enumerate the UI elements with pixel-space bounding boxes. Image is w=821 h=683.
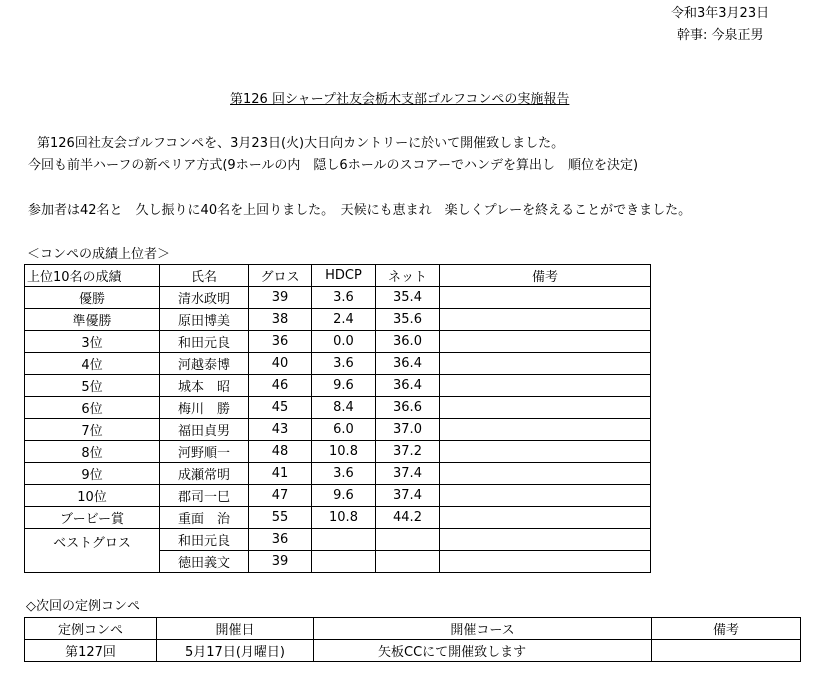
next-event-number: 第127回 xyxy=(25,640,157,662)
result-net-cell: 35.6 xyxy=(376,309,440,331)
best-gross-score: 36 xyxy=(249,529,312,551)
header-net: ネット xyxy=(376,265,440,287)
best-gross-score: 39 xyxy=(249,551,312,573)
result-net-cell: 36.6 xyxy=(376,397,440,419)
result-rank-cell: 4位 xyxy=(25,353,160,375)
result-gross-cell: 43 xyxy=(249,419,312,441)
method-paragraph: 今回も前半ハーフの新ペリア方式(9ホールの内 隠し6ホールのスコアーでハンデを算出し 順位を決定) xyxy=(28,158,639,173)
result-row xyxy=(25,353,651,375)
result-rank-cell: 7位 xyxy=(25,419,160,441)
header-gross: グロス xyxy=(249,265,312,287)
result-hdcp-cell: 9.6 xyxy=(312,485,376,507)
header-event: 定例コンペ xyxy=(25,618,157,640)
result-gross-cell: 40 xyxy=(249,353,312,375)
result-name-cell: 河越泰博 xyxy=(160,353,249,375)
result-row xyxy=(25,463,651,485)
next-event-row xyxy=(25,640,801,662)
result-hdcp-cell: 3.6 xyxy=(312,287,376,309)
result-gross-cell: 41 xyxy=(249,463,312,485)
header-course: 開催コース xyxy=(314,618,652,640)
result-hdcp-cell: 3.6 xyxy=(312,463,376,485)
result-name-cell: 重面 治 xyxy=(160,507,249,529)
result-gross-cell: 55 xyxy=(249,507,312,529)
results-section-title: ＜コンペの成績上位者＞ xyxy=(27,247,171,262)
header-name: 氏名 xyxy=(160,265,249,287)
result-row xyxy=(25,309,651,331)
result-note-cell xyxy=(440,485,651,507)
result-hdcp-cell: 10.8 xyxy=(312,507,376,529)
result-net-cell: 37.4 xyxy=(376,485,440,507)
result-hdcp-cell: 0.0 xyxy=(312,331,376,353)
result-rank-cell: 優勝 xyxy=(25,287,160,309)
header-date: 開催日 xyxy=(157,618,314,640)
result-row xyxy=(25,375,651,397)
result-rank-cell: 3位 xyxy=(25,331,160,353)
next-section-title: ◇次回の定例コンペ xyxy=(26,599,140,614)
result-name-cell: 河野順一 xyxy=(160,441,249,463)
result-net-cell: 37.2 xyxy=(376,441,440,463)
header-hdcp: HDCP xyxy=(312,265,376,287)
best-gross-name: 徳田義文 xyxy=(160,551,249,573)
best-gross-net-cell xyxy=(376,529,440,551)
result-rank-cell: 8位 xyxy=(25,441,160,463)
header-note: 備考 xyxy=(440,265,651,287)
result-gross-cell: 39 xyxy=(249,287,312,309)
result-name-cell: 清水政明 xyxy=(160,287,249,309)
result-gross-cell: 46 xyxy=(249,375,312,397)
best-gross-note-cell xyxy=(440,529,651,551)
result-rank-cell: 6位 xyxy=(25,397,160,419)
result-name-cell: 郡司一巳 xyxy=(160,485,249,507)
result-gross-cell: 36 xyxy=(249,331,312,353)
results-header-row xyxy=(25,265,651,287)
result-name-cell: 成瀬常明 xyxy=(160,463,249,485)
organizer-name: 幹事: 今泉正男 xyxy=(677,28,764,43)
best-gross-row xyxy=(25,529,651,551)
participants-paragraph: 参加者は42名と 久し振りに40名を上回りました。 天候にも恵まれ 楽しくプレーを終えることができました。 xyxy=(28,203,692,218)
intro-paragraph: 第126回社友会ゴルフコンペを、3月23日(火)大日向カントリーに於いて開催致しました。 xyxy=(37,136,565,151)
result-rank-cell: 10位 xyxy=(25,485,160,507)
result-row xyxy=(25,441,651,463)
report-title: 第126 回シャープ社友会栃木支部ゴルフコンペの実施報告 xyxy=(230,92,570,107)
result-note-cell xyxy=(440,419,651,441)
result-note-cell xyxy=(440,397,651,419)
result-name-cell: 和田元良 xyxy=(160,331,249,353)
best-gross-hdcp-cell xyxy=(312,529,376,551)
result-name-cell: 福田貞男 xyxy=(160,419,249,441)
result-rank-cell: 9位 xyxy=(25,463,160,485)
result-note-cell xyxy=(440,463,651,485)
result-hdcp-cell: 3.6 xyxy=(312,353,376,375)
results-table xyxy=(24,264,651,573)
result-note-cell xyxy=(440,375,651,397)
result-net-cell: 44.2 xyxy=(376,507,440,529)
result-hdcp-cell: 6.0 xyxy=(312,419,376,441)
result-gross-cell: 38 xyxy=(249,309,312,331)
result-net-cell: 36.0 xyxy=(376,331,440,353)
result-hdcp-cell: 10.8 xyxy=(312,441,376,463)
next-event-course: 矢板CCにて開催致します xyxy=(314,640,652,662)
best-gross-net-cell xyxy=(376,551,440,573)
result-hdcp-cell: 9.6 xyxy=(312,375,376,397)
result-rank-cell: ブービー賞 xyxy=(25,507,160,529)
result-rank-cell: 5位 xyxy=(25,375,160,397)
result-hdcp-cell: 8.4 xyxy=(312,397,376,419)
result-gross-cell: 45 xyxy=(249,397,312,419)
result-gross-cell: 48 xyxy=(249,441,312,463)
result-name-cell: 原田博美 xyxy=(160,309,249,331)
header-rank: 上位10名の成績 xyxy=(25,265,160,287)
best-gross-name: 和田元良 xyxy=(160,529,249,551)
result-gross-cell: 47 xyxy=(249,485,312,507)
result-note-cell xyxy=(440,331,651,353)
result-row xyxy=(25,419,651,441)
next-event-note xyxy=(652,640,801,662)
report-date: 令和3年3月23日 xyxy=(671,6,770,21)
result-row xyxy=(25,397,651,419)
result-name-cell: 梅川 勝 xyxy=(160,397,249,419)
result-net-cell: 37.4 xyxy=(376,463,440,485)
result-hdcp-cell: 2.4 xyxy=(312,309,376,331)
next-event-date: 5月17日(月曜日) xyxy=(157,640,314,662)
header-note: 備考 xyxy=(652,618,801,640)
result-note-cell xyxy=(440,353,651,375)
result-note-cell xyxy=(440,441,651,463)
best-gross-label: ベストグロス xyxy=(25,529,160,573)
result-note-cell xyxy=(440,507,651,529)
result-row xyxy=(25,507,651,529)
best-gross-note-cell xyxy=(440,551,651,573)
result-net-cell: 35.4 xyxy=(376,287,440,309)
best-gross-hdcp-cell xyxy=(312,551,376,573)
result-row xyxy=(25,331,651,353)
result-name-cell: 城本 昭 xyxy=(160,375,249,397)
result-note-cell xyxy=(440,309,651,331)
next-header-row xyxy=(25,618,801,640)
result-net-cell: 37.0 xyxy=(376,419,440,441)
result-note-cell xyxy=(440,287,651,309)
result-row xyxy=(25,287,651,309)
result-rank-cell: 準優勝 xyxy=(25,309,160,331)
result-net-cell: 36.4 xyxy=(376,375,440,397)
result-row xyxy=(25,485,651,507)
next-event-table xyxy=(24,617,801,662)
result-net-cell: 36.4 xyxy=(376,353,440,375)
